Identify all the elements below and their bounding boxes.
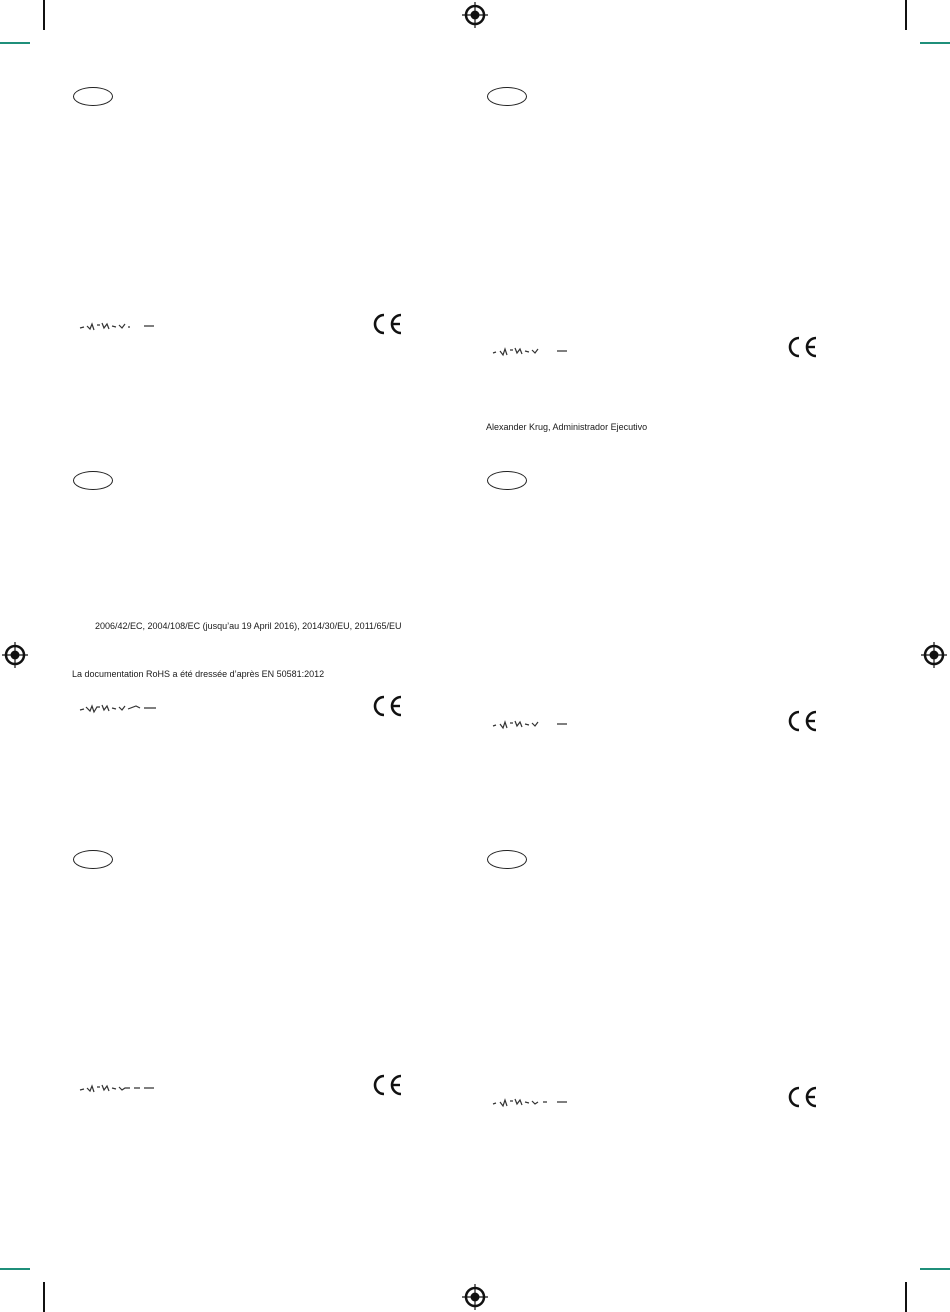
ce-mark-icon bbox=[785, 708, 819, 734]
trim-line-bottom-left bbox=[0, 1268, 30, 1270]
trim-line-bottom-right bbox=[920, 1268, 950, 1270]
language-oval-icon bbox=[73, 850, 113, 869]
registration-target-icon bbox=[462, 2, 488, 28]
ce-mark-icon bbox=[785, 1084, 819, 1110]
signature-image bbox=[491, 343, 571, 359]
ce-mark-icon bbox=[785, 334, 819, 360]
trim-line-top-left bbox=[0, 42, 30, 44]
crop-mark-bottom-left bbox=[43, 1282, 45, 1312]
trim-line-top-right bbox=[920, 42, 950, 44]
crop-mark-top-left bbox=[43, 0, 45, 30]
ce-mark-icon bbox=[370, 693, 404, 719]
ce-mark-icon bbox=[370, 1072, 404, 1098]
registration-target-icon bbox=[2, 642, 28, 668]
signature-image bbox=[78, 700, 158, 716]
signature-image bbox=[78, 1080, 158, 1096]
signature-image bbox=[78, 318, 158, 334]
rohs-note-text: La documentation RoHS a été dressée d’après EN 50581:2012 bbox=[72, 669, 325, 679]
crop-mark-bottom-right bbox=[905, 1282, 907, 1312]
registration-target-icon bbox=[462, 1284, 488, 1310]
language-oval-icon bbox=[487, 87, 527, 106]
signatory-text: Alexander Krug, Administrador Ejecutivo bbox=[486, 422, 648, 432]
language-oval-icon bbox=[73, 87, 113, 106]
directives-text: 2006/42/EC, 2004/108/EC (jusqu’au 19 April 2016), 2014/30/EU, 2011/65/EU bbox=[95, 621, 402, 631]
language-oval-icon bbox=[73, 471, 113, 490]
signature-image bbox=[491, 1094, 571, 1110]
ce-mark-icon bbox=[370, 311, 404, 337]
language-oval-icon bbox=[487, 850, 527, 869]
language-oval-icon bbox=[487, 471, 527, 490]
signature-image bbox=[491, 716, 571, 732]
registration-target-icon bbox=[921, 642, 947, 668]
crop-mark-top-right bbox=[905, 0, 907, 30]
